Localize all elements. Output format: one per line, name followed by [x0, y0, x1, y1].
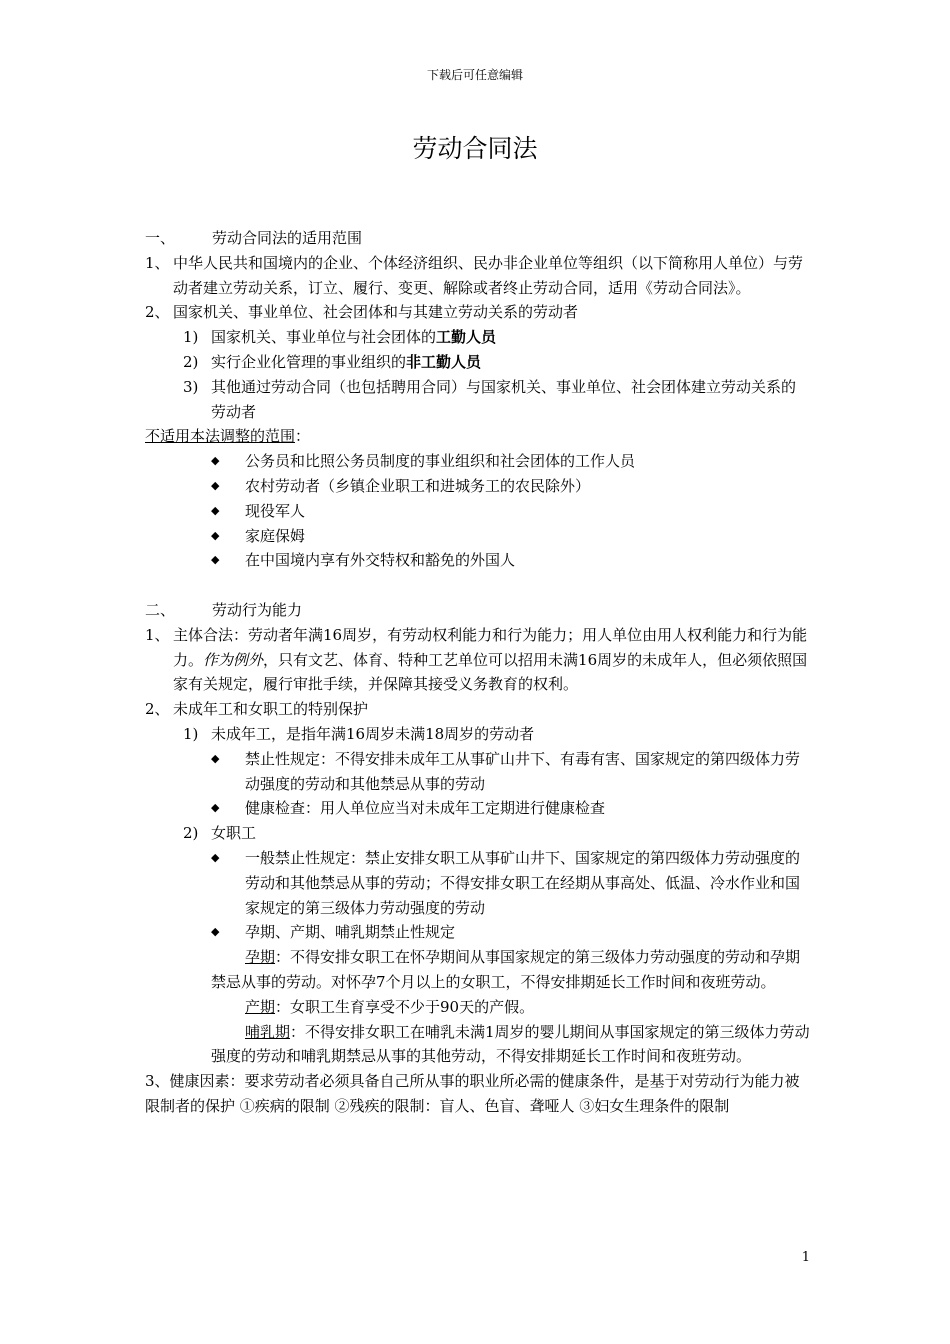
sub-list-item [145, 350, 810, 375]
section-title: 劳动行为能力 [212, 600, 303, 619]
diamond-bullet-icon: ◆ [211, 751, 220, 765]
diamond-bullet-icon: ◆ [211, 925, 220, 939]
diamond-bullet-icon: ◆ [211, 478, 220, 492]
sub-item-number: 1) [183, 328, 199, 347]
sub-item-text: 国家机关、事业单位与社会团体的工勤人员 [211, 328, 497, 347]
bullet-item: ◆ 公务员和比照公务员制度的事业组织和社会团体的工作人员 [145, 449, 810, 474]
bullet-item: ◆ 一般禁止性规定：禁止安排女职工从事矿山井下、国家规定的第四级体力劳动强度的劳动和其他禁忌从事的劳动；不得安排女职工在经期从事高处、低温、冷水作业和国家规定的第三级体力劳动强度的劳动 [145, 846, 810, 920]
bullet-item: ◆ 家庭保姆 [145, 524, 810, 549]
diamond-bullet-icon: ◆ [211, 850, 220, 864]
italic-term: 作为例外 [203, 650, 264, 669]
list-item [145, 300, 810, 325]
underlined-label: 哺乳期 [245, 1022, 291, 1041]
underlined-label: 产期 [245, 997, 276, 1016]
sub-item-number: 1) [183, 724, 199, 743]
page-number: 1 [801, 1250, 810, 1265]
bullet-item: ◆ 健康检查：用人单位应当对未成年工定期进行健康检查 [145, 796, 810, 821]
sub-item-text: 实行企业化管理的事业组织的非工勤人员 [211, 352, 482, 371]
list-item [145, 251, 810, 301]
sub-item-number: 2) [183, 824, 199, 843]
underlined-label: 不适用本法调整的范围 [145, 427, 296, 446]
sub-item-number: 3) [183, 377, 199, 396]
document-body [145, 226, 810, 1119]
diamond-bullet-icon: ◆ [211, 553, 220, 567]
sub-list-item [145, 722, 810, 747]
section-heading [145, 598, 810, 623]
bullet-item: ◆ 在中国境内享有外交特权和豁免的外国人 [145, 548, 810, 573]
section-number: 二、 [145, 600, 176, 619]
list-item [145, 623, 810, 697]
bullet-item: ◆ 现役军人 [145, 499, 810, 524]
maternity-paragraph: 产期：女职工生育享受不少于90天的产假。 [245, 997, 535, 1016]
item-text: 中华人民共和国境内的企业、个体经济组织、民办非企业单位等组织（以下简称用人单位）与劳动者建立劳动关系，订立、履行、变更、解除或者终止劳动合同，适用《劳动合同法》。 [173, 253, 804, 297]
section-number: 一、 [145, 229, 176, 247]
document-title: 劳动合同法 [412, 134, 538, 163]
diamond-bullet-icon: ◆ [211, 801, 220, 815]
bold-term: 工勤人员 [436, 328, 497, 347]
item-number: 2、 [145, 700, 170, 719]
diamond-bullet-icon: ◆ [211, 503, 220, 517]
bullet-item: ◆ 禁止性规定：不得安排未成年工从事矿山井下、有毒有害、国家规定的第四级体力劳动强度的劳动和其他禁忌从事的劳动 [145, 747, 810, 797]
sub-list-item [145, 325, 810, 350]
sub-list-item [145, 821, 810, 846]
item-text: 未成年工和女职工的特别保护 [173, 700, 369, 719]
diamond-bullet-icon: ◆ [211, 454, 220, 468]
health-paragraph: 3、健康因素：要求劳动者必须具备自己所从事的职业所必需的健康条件，是基于对劳动行为能力被限制者的保护 ①疾病的限制 ②残疾的限制：盲人、色盲、聋哑人 ③妇女生理条件的限制 [145, 1072, 800, 1115]
sub-item-text: 其他通过劳动合同（也包括聘用合同）与国家机关、事业单位、社会团体建立劳动关系的劳动者 [211, 377, 797, 421]
item-number: 2、 [145, 303, 170, 322]
item-text: 主体合法：劳动者年满16周岁，有劳动权利能力和行为能力；用人单位由用人权利能力和行为能力。作为例外，只有文艺、体育、特种工艺单位可以招用未满16周岁的未成年人，但必须依照国家有关规定，履行审批手续，并保障其接受义务教育的权利。 [173, 625, 808, 694]
page-header: 下载后可任意编辑 [426, 68, 523, 82]
item-number: 1、 [145, 253, 170, 272]
bullet-item: ◆ 孕期、产期、哺乳期禁止性规定 [145, 920, 810, 945]
sub-item-text: 未成年工，是指年满16周岁未满18周岁的劳动者 [211, 724, 535, 743]
sub-item-text: 女职工 [211, 824, 257, 843]
underlined-label: 孕期 [245, 948, 276, 967]
item-text: 国家机关、事业单位、社会团体和与其建立劳动关系的劳动者 [173, 303, 579, 322]
section-heading [145, 226, 810, 251]
sub-item-number: 2) [183, 352, 199, 371]
lactation-paragraph: 哺乳期：不得安排女职工在哺乳未满1周岁的婴儿期间从事国家规定的第三级体力劳动强度的劳动和哺乳期禁忌从事的其他劳动，不得安排期延长工作时间和夜班劳动。 [211, 1022, 810, 1066]
item-number: 1、 [145, 625, 170, 644]
pregnancy-paragraph: 孕期：不得安排女职工在怀孕期间从事国家规定的第三级体力劳动强度的劳动和孕期禁忌从事的劳动。对怀孕7个月以上的女职工，不得安排期延长工作时间和夜班劳动。 [211, 948, 801, 991]
blank-line [145, 573, 810, 598]
bullet-item: ◆ 农村劳动者（乡镇企业职工和进城务工的农民除外） [145, 474, 810, 499]
not-applicable-heading: 不适用本法调整的范围： [145, 427, 311, 446]
diamond-bullet-icon: ◆ [211, 528, 220, 542]
sub-list-item [145, 375, 810, 425]
list-item [145, 697, 810, 722]
bold-term: 非工勤人员 [406, 352, 482, 371]
section-title: 劳动合同法的适用范围 [212, 229, 363, 247]
